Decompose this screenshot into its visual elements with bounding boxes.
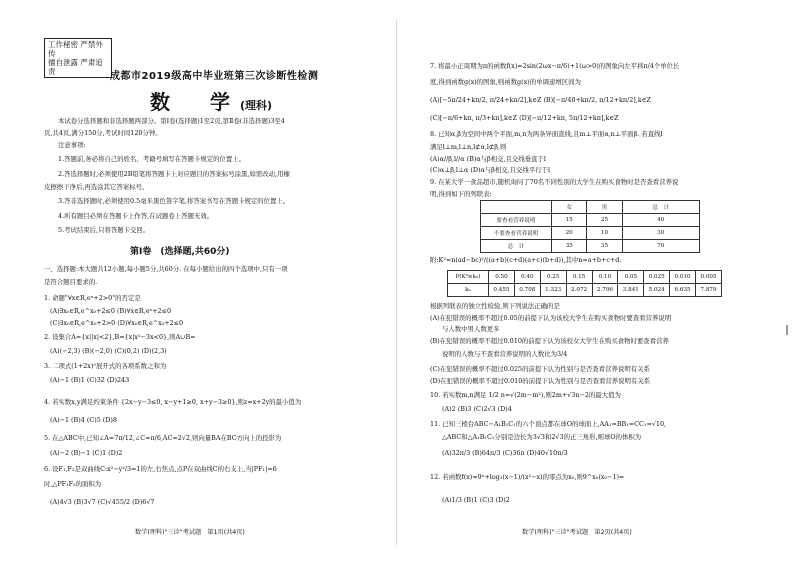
option-line: (A)32π/3 (B)64π/3 (C)36π (D)40√10π/3	[442, 449, 568, 457]
question-line: 10. 若实数m,n满足 1/2 n=√(2m−m²),则2m+√3n−2的最大值为	[430, 391, 621, 399]
question-line: 2. 设集合A={x||x|<2},B={x|x²−3x<0},则A∪B=	[44, 333, 196, 341]
question-line: 4. 若实数x,y满足约束条件 {2x−y−3≤0, x−y+1≥0, x+y−3≥0},则z=x+2y的最小值为	[44, 398, 302, 406]
option-line: (D)在犯错误的概率不超过0.010的前提下认为性别与是否查看营养说明有关系	[430, 377, 651, 385]
option-line: (C)α⊥β,l⊥α (D)α与β相交,且交线平行于l	[430, 166, 551, 174]
table-cell: 15	[552, 214, 587, 227]
table-cell: 0.05	[618, 271, 644, 284]
table-cell: 10	[587, 227, 622, 240]
table-cell: P(K²≥k₀)	[448, 271, 489, 284]
question-line: △ABC和△A₁B₁C₁分别是边长为3√3和2√3的正三角形,则球O的体积为	[442, 433, 642, 441]
option-line: (C)∃x₀∈R,e^x₀+2>0 (D)∀x₀∈R,e^x₀+2≤0	[50, 319, 184, 327]
option-line: (A)1/3 (B)1 (C)3 (D)2	[442, 496, 510, 504]
question-line: 9. 在某大学一食品超市,随机询问了70名不同性别的大学生在购买食物时是否查看营养说	[430, 178, 679, 186]
table-cell: 男	[587, 201, 622, 214]
table-cell: 7.879	[696, 284, 722, 297]
table-cell: 0.40	[514, 271, 540, 284]
option-line: (A)−1 (B)1 (C)32 (D)243	[50, 376, 130, 384]
confidential-line: 工作秘密 严禁外传	[48, 40, 103, 58]
table-cell: 25	[587, 214, 622, 227]
table-cell: 0.025	[644, 271, 670, 284]
table-cell: k₀	[448, 284, 489, 297]
option-line: (A)4√3 (B)3√7 (C)√455/2 (D)6√7	[50, 498, 155, 506]
question-line: 11. 已知三棱台ABC−A₁B₁C₁的六个顶点都在球O的球面上,AA₁=BB₁=CC₁=√10,	[430, 420, 667, 428]
table-cell: 3.841	[618, 284, 644, 297]
intro-line: 2.答选择题时,必须使用2B铅笔将答题卡上对应题目的答案标号涂黑,如需改动,用橡	[58, 170, 290, 178]
table-cell: 30	[622, 227, 699, 240]
question-line: 明,得到如下的列联表:	[430, 190, 492, 198]
question-line: 根据列联表的独立性检验,则下列说法正确的是	[430, 302, 560, 310]
question-line: 度,得到函数g(x)的图象,则函数g(x)的单调递增区间为	[430, 78, 581, 86]
option-line: (A)2 (B)3 (C)2√3 (D)4	[442, 405, 512, 413]
table-cell: 不要查看营养说明	[481, 227, 552, 240]
exam-page-right	[397, 0, 794, 561]
table-cell: 0.010	[670, 271, 696, 284]
option-line: (C)[−π/6+kπ, π/3+kπ],k∈Z (D)[−π/12+kπ, 5π/12+kπ],k∈Z	[430, 114, 619, 122]
table-row	[481, 214, 700, 227]
table-cell: 0.10	[592, 271, 618, 284]
table-cell: 2.706	[592, 284, 618, 297]
confidential-line: 擅自泄露 严肃追责	[48, 58, 103, 76]
intro-line: 本试卷分选择题和非选择题两部分。第Ⅰ卷(选择题)1至2页,第Ⅱ卷(非选择题)3至4	[58, 117, 285, 125]
intro-line: 4.所有题目必须在答题卡上作答,在试题卷上答题无效。	[58, 212, 214, 220]
option-line: (C)在犯错误的概率不超过0.025的前提下认为性别与是否查看营养说明有关系	[430, 365, 650, 373]
table-row	[481, 227, 700, 240]
table-cell: 0.15	[566, 271, 592, 284]
table-cell: 要查看营养说明	[481, 214, 552, 227]
table-cell: 女	[552, 201, 587, 214]
contingency-table	[480, 200, 700, 253]
table-row	[481, 240, 700, 253]
section-intro: 一、选择题:本大题共12小题,每小题5分,共60分. 在每小题给出的四个选项中,只有一项	[44, 265, 288, 273]
question-line: 7. 将最小正周期为π的函数f(x)=2sin(2ωx−π/6)+1(ω>0)的图象向左平移π/4个单位长	[430, 62, 680, 70]
section-intro: 是符合题目要求的.	[44, 278, 98, 286]
option-line: (A)∃x₀∈R,e^x₀+2≤0 (B)∀x∈R,eˣ+2≤0	[50, 307, 172, 315]
table-cell	[481, 201, 552, 214]
subject-suffix: (理科)	[240, 99, 273, 112]
intro-line: 3.答非选择题时,必须使用0.5毫米黑色签字笔,将答案书写在答题卡规定的位置上。	[58, 197, 290, 205]
critical-value-table	[447, 270, 722, 297]
subject-title	[150, 86, 272, 115]
scan-mark	[786, 325, 788, 335]
table-cell: 1.323	[540, 284, 566, 297]
table-row	[448, 284, 722, 297]
question-line: 1. 命题"∀x∈R,eˣ+2>0"的否定是	[44, 294, 141, 302]
option-line: 与人数中男人数更多	[442, 325, 500, 333]
table-cell: 2.072	[566, 284, 592, 297]
intro-line: 页,共4页,满分150分,考试时间120分钟。	[44, 129, 162, 137]
intro-line: 1.答题前,务必将自己的姓名、考籍号填写在答题卡规定的位置上。	[58, 155, 246, 163]
table-cell: 总 计	[481, 240, 552, 253]
table-cell: 20	[552, 227, 587, 240]
option-line: (A)−1 (B)4 (C)5 (D)8	[50, 416, 117, 424]
table-cell: 0.005	[696, 271, 722, 284]
table-cell: 70	[622, 240, 699, 253]
table-row	[448, 271, 722, 284]
option-line: (A)−2 (B)−1 (C)1 (D)2	[50, 449, 123, 457]
option-line: 说明的人数与不查看营养说明的人数比为3/4	[442, 350, 568, 358]
intro-line: 注意事项:	[58, 141, 86, 149]
question-line: 满足l⊥m,l⊥n,l⊄α,l⊄β,则	[430, 143, 507, 151]
table-cell: 35	[587, 240, 622, 253]
table-cell: 0.708	[514, 284, 540, 297]
table-header-row	[481, 201, 700, 214]
section-title: 第Ⅰ卷 (选择题,共60分)	[130, 247, 230, 257]
option-line: (A)α//β,l//α (B)α与β相交,且交线垂直于l	[430, 155, 546, 163]
exam-title: 成都市2019级高中毕业班第三次诊断性检测	[110, 71, 319, 82]
question-line: 5. 在△ABC中,已知∠A=7π/12,∠C=π/6,AC=2√2,则向量BA在BC方向上的投影为	[44, 434, 282, 442]
question-line: 6. 设F₁,F₂是双曲线C:x²−y²/3=1的左,右焦点,点P在双曲线C的右支上,当|PF₁|=6	[44, 465, 277, 473]
question-line: 3. 二项式(1+2x)⁵展开式的各项系数之和为	[44, 362, 167, 370]
option-line: (B)在犯错误的概率不超过0.010的前提下认为该校女大学生在购买食物时要查看营养	[430, 337, 669, 345]
table-cell: 0.455	[489, 284, 515, 297]
subject-name: 数 学	[150, 90, 240, 114]
table-cell: 6.635	[670, 284, 696, 297]
table-cell: 总 计	[622, 201, 699, 214]
table-cell: 0.25	[540, 271, 566, 284]
formula-line: 附:K²=n(ad−bc)²/((a+b)(c+d)(a+c)(b+d)),其中n=a+b+c+d.	[430, 256, 622, 264]
intro-line: 5.考试结束后,只将答题卡交回。	[58, 226, 150, 234]
table-cell: 5.024	[644, 284, 670, 297]
page-footer: 数学(理科)"三诊"考试题 第2页(共4页)	[522, 529, 632, 536]
table-cell: 0.50	[489, 271, 515, 284]
question-line: 8. 已知α,β为空间中两个平面,m,n为两条异面直线,且m⊥平面α,n⊥平面β. 若直线l	[430, 130, 663, 138]
option-line: (A)[−5π/24+kπ/2, π/24+kπ/2],k∈Z (B)[−π/48+kπ/2, π/12+kπ/2],k∈Z	[430, 96, 651, 104]
option-line: (A)在犯错误的概率不超过0.05的前提下认为该校大学生在购买食物时要查看营养说明	[430, 314, 672, 322]
table-cell: 40	[622, 214, 699, 227]
intro-line: 皮擦擦干净后,再选涂其它答案标号。	[44, 183, 149, 191]
table-cell: 35	[552, 240, 587, 253]
option-line: (A)(−2,3) (B)(−2,0) (C)(0,2) (D)(2,3)	[50, 347, 167, 355]
page-footer: 数学(理科)"三诊"考试题 第1页(共4页)	[135, 529, 245, 536]
confidential-stamp	[44, 38, 112, 78]
question-line: 时,△PF₁F₂的面积为	[44, 480, 102, 488]
question-line: 12. 若函数f(x)=9ˣ+log₃(x−1)/(x²−x)的零点为x₀,则9^x₀(x₀−1)=	[430, 473, 625, 481]
